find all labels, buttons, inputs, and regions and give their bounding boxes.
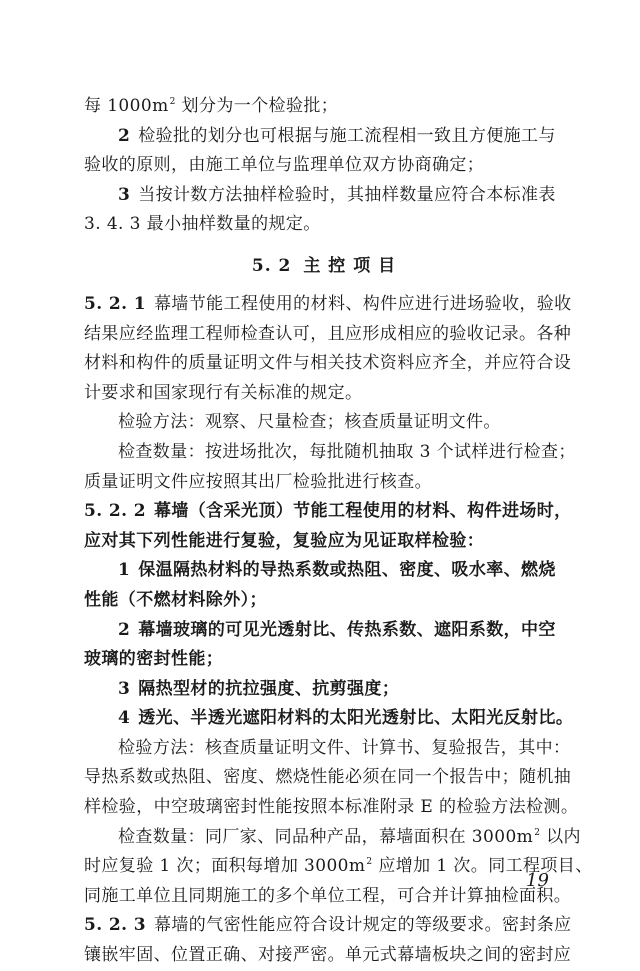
text-line: 导热系数或热阻、密度、燃烧性能必须在同一个报告中；随机抽 [84,767,572,788]
inspection-quantity: 检查数量：同厂家、同品种产品，幕墙面积在 $3000m^2$ 以内 [118,826,581,847]
text-line: 验收的原则，由施工单位与监理单位双方协商确定； [84,155,485,176]
text-line: 3. 4. 3 最小抽样数量的规定。 [84,214,321,235]
text-line: 结果应经监理工程师检查认可，且应形成相应的验收记录。各种 [84,323,572,344]
list-item-3: 3 当按计数方法抽样检验时，其抽样数量应符合本标准表 [118,184,556,205]
clause-5-2-1: 5. 2. 1 幕墙节能工程使用的材料、构件应进行进场验收，验收 [84,293,572,314]
list-item-2: 2 幕墙玻璃的可见光透射比、传热系数、遮阳系数，中空 [118,619,556,640]
list-item-1: 1 保温隔热材料的导热系数或热阻、密度、吸水率、燃烧 [118,560,556,581]
text-line: 应对其下列性能进行复验，复验应为见证取样检验： [84,530,485,551]
clause-5-2-2: 5. 2. 2 幕墙（含采光顶）节能工程使用的材料、构件进场时， [84,501,572,522]
text-line: 每 $1000m^2$ 划分为一个检验批； [84,96,339,116]
page-body [84,92,593,971]
list-item-2: 2 检验批的划分也可根据与施工流程相一致且方便施工与 [118,125,556,146]
text-line: 性能（不燃材料除外）； [84,589,267,610]
inspection-method: 检验方法：核查质量证明文件、计算书、复验报告，其中： [118,737,571,758]
list-item-4: 4 透光、半透光遮阳材料的太阳光透射比、太阳光反射比。 [118,708,574,729]
inspection-quantity: 检查数量：按进场批次，每批随机抽取 3 个试样进行检查； [118,441,576,462]
text-line: 材料和构件的质量证明文件与相关技术资料应齐全，并应符合设 [84,353,572,374]
inspection-method: 检验方法：观察、尺量检查；核查质量证明文件。 [118,412,501,433]
text-line: 样检验，中空玻璃密封性能按照本标准附录 E 的检验方法检测。 [84,797,579,818]
section-heading: 5. 2 主 控 项 目 [251,255,397,276]
text-line: 时应复验 1 次；面积每增加 $3000m^2$ 应增加 1 次。同工程项目、 [84,856,593,877]
page-number: 19 [526,870,549,891]
list-item-3: 3 隔热型材的抗拉强度、抗剪强度； [118,678,400,699]
text-line: 计要求和国家现行有关标准的规定。 [84,382,363,403]
text-line: 同施工单位且同期施工的多个单位工程，可合并计算抽检面积。 [84,885,572,906]
superscript: 2 [366,857,373,868]
clause-5-2-3: 5. 2. 3 幕墙的气密性能应符合设计规定的等级要求。密封条应 [84,915,572,936]
text-line: 质量证明文件应按照其出厂检验批进行核查。 [84,471,432,492]
superscript: 2 [534,827,541,838]
text-line: 玻璃的密封性能； [84,649,224,670]
superscript: 2 [169,97,176,107]
text-line: 镶嵌牢固、位置正确、对接严密。单元式幕墙板块之间的密封应 [84,945,572,966]
